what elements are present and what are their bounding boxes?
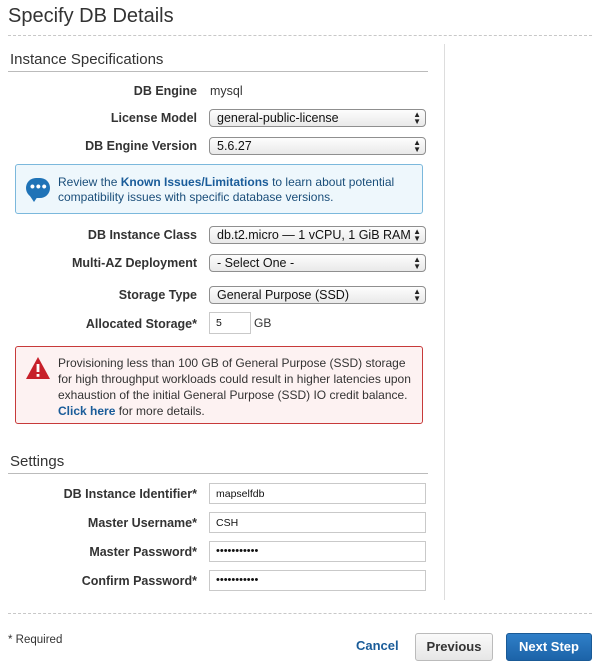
select-arrows-icon: ▲ ▼ xyxy=(413,138,421,154)
allocated-storage-input[interactable]: 5 xyxy=(209,312,251,334)
page-title: Specify DB Details xyxy=(8,5,174,27)
speech-bubble-icon: ••• xyxy=(26,178,50,198)
engine-version-select[interactable] xyxy=(209,137,426,155)
allocated-storage-label: Allocated Storage* xyxy=(85,317,197,331)
cancel-button[interactable]: Cancel xyxy=(356,638,399,653)
instance-class-select[interactable] xyxy=(209,226,426,244)
db-engine-label: DB Engine xyxy=(133,84,197,98)
previous-button[interactable]: Previous xyxy=(415,633,493,661)
multi-az-select[interactable] xyxy=(209,254,426,272)
footer-divider xyxy=(8,613,592,614)
license-model-select[interactable] xyxy=(209,109,426,127)
info-box xyxy=(15,164,423,214)
warning-triangle-icon xyxy=(25,356,51,380)
select-arrows-icon: ▲ ▼ xyxy=(413,227,421,243)
storage-type-label: Storage Type xyxy=(118,288,197,302)
next-step-button[interactable]: Next Step xyxy=(506,633,592,661)
instance-class-label: DB Instance Class xyxy=(87,228,197,242)
known-issues-link[interactable]: Known Issues/Limitations xyxy=(120,175,269,189)
required-note: * Required xyxy=(8,634,63,646)
confirm-password-label: Confirm Password* xyxy=(81,574,197,588)
engine-version-label: DB Engine Version xyxy=(85,139,197,153)
instance-class-value: db.t2.micro — 1 vCPU, 1 GiB RAM xyxy=(217,228,411,242)
master-password-input[interactable]: ••••••••••• xyxy=(209,541,426,562)
engine-version-value: 5.6.27 xyxy=(217,139,252,153)
title-divider xyxy=(8,35,592,36)
master-password-label: Master Password* xyxy=(89,545,197,559)
storage-type-select[interactable] xyxy=(209,286,426,304)
section-divider xyxy=(8,71,428,72)
select-arrows-icon: ▲ ▼ xyxy=(413,255,421,271)
instance-identifier-input[interactable]: mapselfdb xyxy=(209,483,426,504)
section-divider xyxy=(8,473,428,474)
select-arrows-icon: ▲ ▼ xyxy=(413,287,421,303)
info-message xyxy=(58,175,413,205)
license-model-label: License Model xyxy=(110,111,197,125)
db-engine-value: mysql xyxy=(210,84,243,98)
column-divider xyxy=(444,44,445,600)
warning-box xyxy=(15,346,423,424)
license-model-value: general-public-license xyxy=(217,111,339,125)
warning-text: Provisioning less than 100 GB of General Purpose (SSD) storage for high throughput workloads could result in higher latencies upon exhaustion of the initial General Purpose (SSD) IO credit balance. xyxy=(58,356,411,402)
master-username-input[interactable]: CSH xyxy=(209,512,426,533)
warning-suffix: for more details. xyxy=(115,404,205,418)
multi-az-label: Multi-AZ Deployment xyxy=(72,256,197,270)
warning-message xyxy=(58,355,418,419)
info-suffix: to learn about potential compatibility issues with specific database versions. xyxy=(58,175,395,204)
multi-az-value: - Select One - xyxy=(217,256,295,270)
info-prefix: Review the xyxy=(58,175,121,189)
master-username-label: Master Username* xyxy=(87,516,197,530)
confirm-password-input[interactable]: ••••••••••• xyxy=(209,570,426,591)
section-title-instance-specs: Instance Specifications xyxy=(10,51,164,68)
storage-type-value: General Purpose (SSD) xyxy=(217,288,350,302)
instance-identifier-label: DB Instance Identifier* xyxy=(63,487,197,501)
section-title-settings: Settings xyxy=(10,453,65,470)
click-here-link[interactable]: Click here xyxy=(58,404,116,418)
storage-unit: GB xyxy=(254,316,272,330)
select-arrows-icon: ▲ ▼ xyxy=(413,110,421,126)
